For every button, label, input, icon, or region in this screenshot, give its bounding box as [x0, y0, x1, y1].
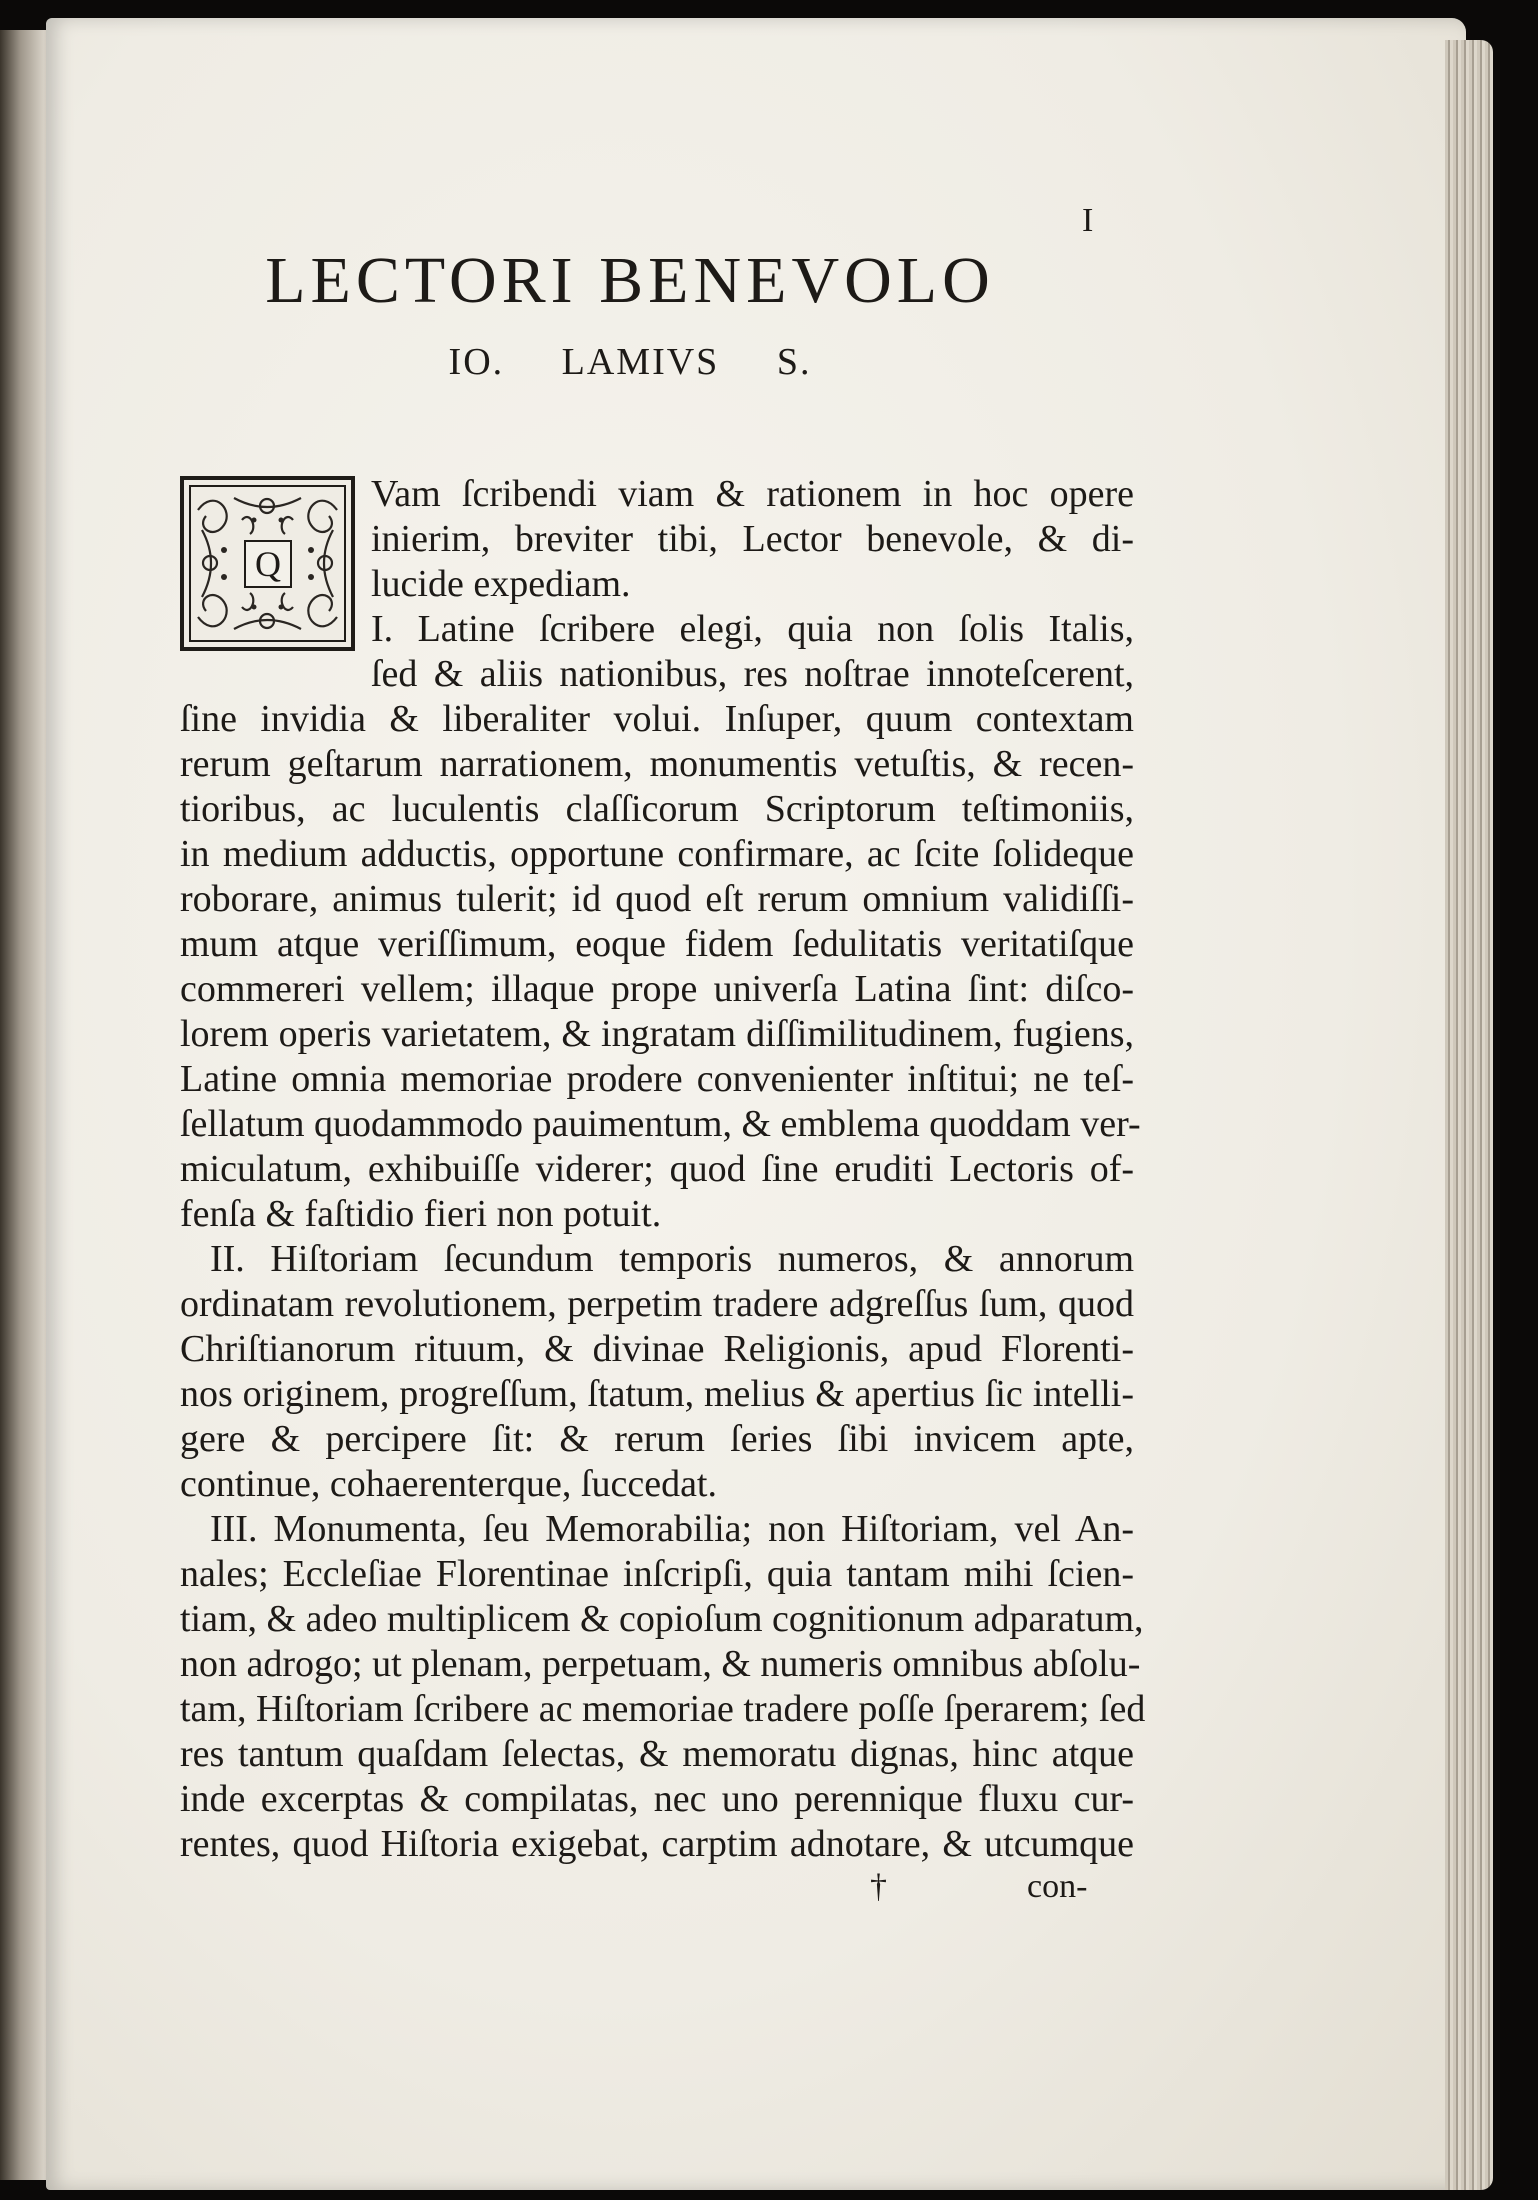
text-line: Vam ſcribendi viam & rationem in hoc opere [371, 473, 1134, 515]
text-line: lorem operis varietatem, & ingratam diſſimilitudinem, fugiens, [180, 1013, 1134, 1055]
page-title: LECTORI BENEVOLO [265, 244, 995, 317]
page-subtitle: IO. LAMIVS S. [448, 341, 812, 383]
text-line: non adrogo; ut plenam, perpetuam, & numeris omnibus abſolu- [180, 1643, 1141, 1685]
text-line: res tantum quaſdam ſelectas, & memoratu dignas, hinc atque [180, 1733, 1134, 1775]
text-line: tioribus, ac luculentis claſſicorum Scriptorum teſtimoniis, [180, 788, 1134, 830]
text-line: lucide expediam. [371, 563, 631, 605]
signature-mark: † [870, 1868, 887, 1905]
initial-letter: Q [244, 540, 292, 588]
page-number: I [1082, 202, 1094, 239]
catchword: con- [1027, 1868, 1088, 1905]
text-line: Chriſtianorum rituum, & divinae Religionis, apud Florenti- [180, 1328, 1134, 1370]
text-line: inierim, breviter tibi, Lector benevole, & di- [371, 518, 1134, 560]
text-line: II. Hiſtoriam ſecundum temporis numeros, & annorum [210, 1238, 1134, 1280]
text-line: gere & percipere ſit: & rerum ſeries ſibi invicem apte, [180, 1418, 1134, 1460]
text-line: III. Monumenta, ſeu Memorabilia; non Hiſtoriam, vel An- [210, 1508, 1134, 1550]
text-line: ſed & aliis nationibus, res noſtrae innoteſcerent, [371, 653, 1134, 695]
text-line: ſine invidia & liberaliter volui. Inſuper, quum contextam [180, 698, 1134, 740]
text-line: mum atque veriſſimum, eoque fidem ſedulitatis veritatiſque [180, 923, 1134, 965]
text-line: inde excerptas & compilatas, nec uno perennique fluxu cur- [180, 1778, 1134, 1820]
text-line: roborare, animus tulerit; id quod eſt rerum omnium validiſſi- [180, 878, 1134, 920]
text-line: tam, Hiſtoriam ſcribere ac memoriae tradere poſſe ſperarem; ſed [180, 1688, 1146, 1730]
text-line: tiam, & adeo multiplicem & copioſum cognitionum adparatum, [180, 1598, 1144, 1640]
text-line: ordinatam revolutionem, perpetim tradere adgreſſus ſum, quod [180, 1283, 1134, 1325]
text-line: in medium adductis, opportune confirmare, ac ſcite ſolideque [180, 833, 1134, 875]
text-line: rentes, quod Hiſtoria exigebat, carptim adnotare, & utcumque [180, 1823, 1134, 1865]
text-line: ſellatum quodammodo pauimentum, & emblema quoddam ver- [180, 1103, 1141, 1145]
text-line: nales; Eccleſiae Florentinae inſcripſi, quia tantam mihi ſcien- [180, 1553, 1134, 1595]
text-line: commereri vellem; illaque prope univerſa Latina ſint: diſco- [180, 968, 1134, 1010]
text-line: continue, cohaerenterque, ſuccedat. [180, 1463, 717, 1505]
text-line: nos originem, progreſſum, ſtatum, melius & apertius ſic intelli- [180, 1373, 1134, 1415]
text-line: fenſa & faſtidio fieri non potuit. [180, 1193, 662, 1235]
text-line: I. Latine ſcribere elegi, quia non ſolis Italis, [371, 608, 1134, 650]
text-line: Latine omnia memoriae prodere convenienter inſtitui; ne teſ- [180, 1058, 1134, 1100]
text-line: miculatum, exhibuiſſe viderer; quod ſine eruditi Lectoris of- [180, 1148, 1134, 1190]
decorated-initial [180, 476, 355, 651]
text-line: rerum geſtarum narrationem, monumentis vetuſtis, & recen- [180, 743, 1134, 785]
